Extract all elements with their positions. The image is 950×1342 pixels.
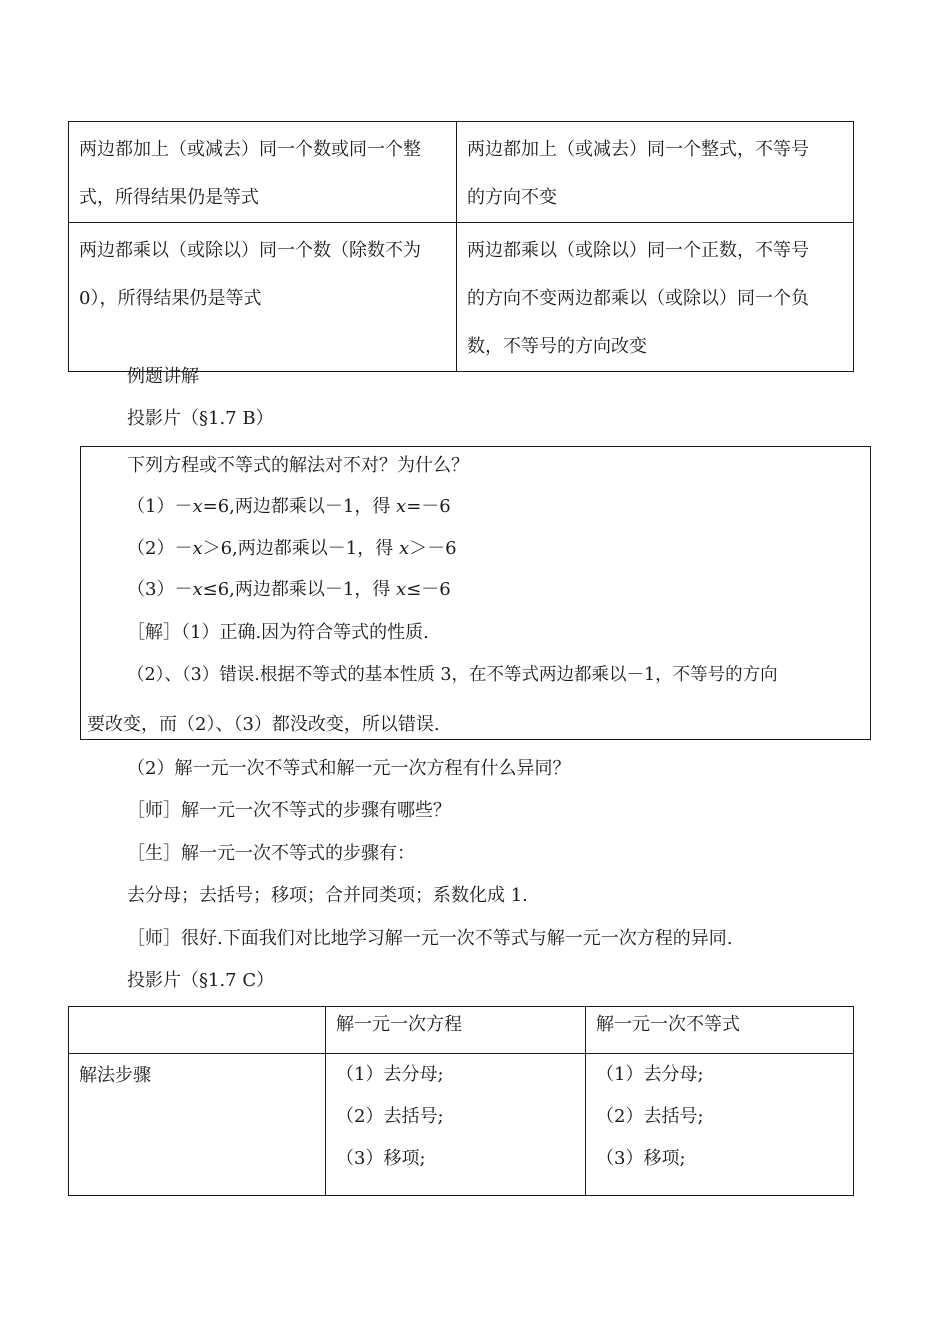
item-text: （2）－ xyxy=(127,538,193,559)
equation-steps-cell xyxy=(326,1054,586,1196)
question-2: （2）解一元一次不等式和解一元一次方程有什么异同？ xyxy=(127,758,571,779)
item-text: （1）－ xyxy=(127,496,193,517)
step-item: （3）移项; xyxy=(336,1148,426,1169)
solution-line-1: ［解］（1）正确.因为符合等式的性质. xyxy=(127,622,429,643)
example-question: 下列方程或不等式的解法对不对？为什么？ xyxy=(127,455,469,476)
comparison-table-properties xyxy=(68,121,854,372)
steps-line: 去分母；去括号；移项；合并同类项；系数化成 1. xyxy=(127,885,528,906)
cell-line: 0），所得结果仍是等式 xyxy=(79,288,262,309)
step-item: （1）去分母; xyxy=(336,1064,444,1085)
teacher-line-2: ［师］很好.下面我们对比地学习解一元一次不等式与解一元一次方程的异同. xyxy=(127,928,733,949)
comparison-table-steps xyxy=(68,1006,854,1196)
example-box xyxy=(80,446,871,740)
cell-line: 两边都乘以（或除以）同一个正数，不等号 xyxy=(467,240,809,261)
cell-line: 两边都乘以（或除以）同一个数（除数不为 xyxy=(79,240,421,261)
variable: x xyxy=(396,579,407,600)
step-item: （2）去括号; xyxy=(336,1106,444,1127)
cell-line: 的方向不变两边都乘以（或除以）同一个负 xyxy=(467,288,809,309)
variable: x xyxy=(192,496,203,517)
item-text: ＞6,两边都乘以－1，得 xyxy=(202,538,399,559)
example-item-3 xyxy=(127,578,451,602)
cell-line: 两边都加上（或减去）同一个数或同一个整 xyxy=(79,139,421,160)
row-label-solution-steps: 解法步骤 xyxy=(69,1054,326,1196)
cell-line: 式，所得结果仍是等式 xyxy=(79,187,259,208)
step-item: （3）移项; xyxy=(596,1148,686,1169)
example-item-2 xyxy=(127,537,457,561)
example-item-1 xyxy=(127,495,451,519)
table-row xyxy=(69,1054,854,1196)
projection-label-c: 投影片（§1.7 C） xyxy=(127,970,275,991)
solution-line-2: （2）、（3）错误.根据不等式的基本性质 3，在不等式两边都乘以－1，不等号的方向 xyxy=(127,665,778,685)
inequality-steps-cell xyxy=(586,1054,854,1196)
item-text: ＞－6 xyxy=(409,538,457,559)
header-cell-equation: 解一元一次方程 xyxy=(326,1007,586,1054)
student-line: ［生］解一元一次不等式的步骤有： xyxy=(127,843,415,864)
table-cell xyxy=(457,223,854,372)
header-cell-inequality: 解一元一次不等式 xyxy=(586,1007,854,1054)
cell-line: 的方向不变 xyxy=(467,187,557,208)
item-text: ≤6,两边都乘以－1，得 xyxy=(202,579,397,600)
table-row xyxy=(69,223,854,372)
variable: x xyxy=(192,579,203,600)
table-header-row xyxy=(69,1007,854,1054)
item-text: =6,两边都乘以－1，得 xyxy=(202,496,397,517)
item-text: =－6 xyxy=(406,496,451,517)
step-item: （2）去括号; xyxy=(596,1106,704,1127)
table-cell xyxy=(457,122,854,223)
cell-line: 两边都加上（或减去）同一个整式，不等号 xyxy=(467,139,809,160)
item-text: ≤－6 xyxy=(406,579,451,600)
section-heading-example: 例题讲解 xyxy=(127,366,199,387)
header-cell-empty xyxy=(69,1007,326,1054)
projection-label-b: 投影片（§1.7 B） xyxy=(127,408,274,429)
table-cell xyxy=(69,122,457,223)
table-row xyxy=(69,122,854,223)
table-cell xyxy=(69,223,457,372)
step-item: （1）去分母; xyxy=(596,1064,704,1085)
teacher-line-1: ［师］解一元一次不等式的步骤有哪些？ xyxy=(127,800,451,821)
variable: x xyxy=(396,496,407,517)
solution-line-3: 要改变，而（2）、（3）都没改变，所以错误. xyxy=(87,714,440,735)
cell-line: 数，不等号的方向改变 xyxy=(467,336,647,357)
variable: x xyxy=(398,538,410,559)
variable: x xyxy=(192,538,203,559)
item-text: （3）－ xyxy=(127,579,193,600)
